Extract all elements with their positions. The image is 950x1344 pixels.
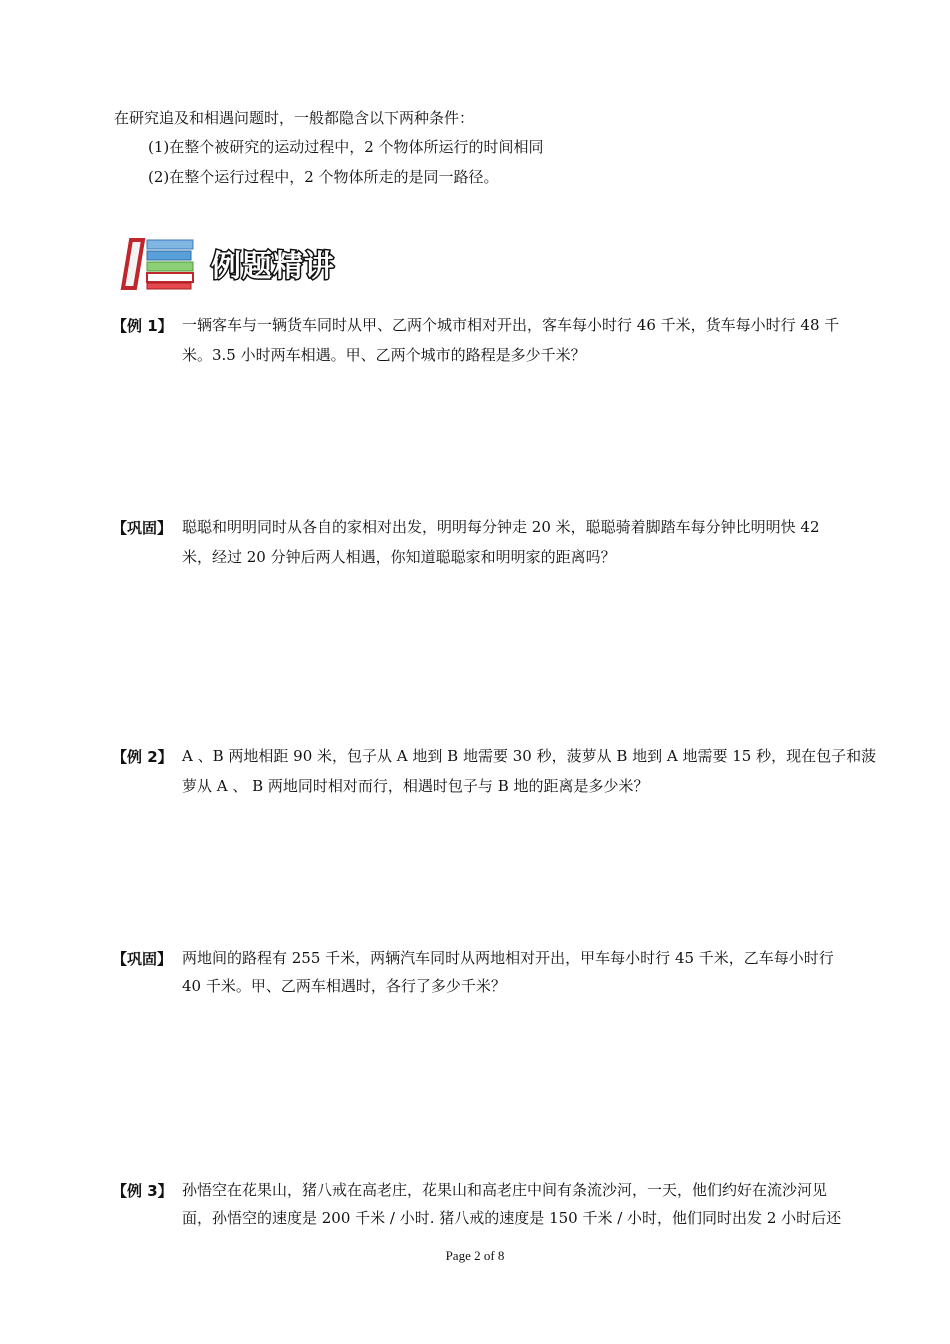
problem-text-line: A 、B 两地相距 90 米，包子从 A 地到 B 地需要 30 秒，菠萝从 B 地到 A 地需要 15 秒，现在包子和菠	[182, 747, 877, 765]
problem-label: 【例 3】	[112, 1182, 173, 1200]
condition-1: (1)在整个被研究的运动过程中，2 个物体所运行的时间相同	[148, 138, 544, 156]
problem-text-line: 米。3.5 小时两车相遇。甲、乙两个城市的路程是多少千米？	[182, 346, 586, 364]
problem-text-line: 米，经过 20 分钟后两人相遇，你知道聪聪家和明明家的距离吗？	[182, 548, 616, 566]
problem-text-line: 萝从 A 、 B 两地同时相对而行，相遇时包子与 B 地的距离是多少米？	[182, 777, 649, 795]
problem-text-line: 面，孙悟空的速度是 200 千米 / 小时. 猪八戒的速度是 150 千米 / 小时，他们同时出发 2 小时后还	[182, 1209, 842, 1227]
problem-text-line: 聪聪和明明同时从各自的家相对出发，明明每分钟走 20 米，聪聪骑着脚踏车每分钟比明明快 42	[182, 518, 820, 536]
condition-2: (2)在整个运行过程中，2 个物体所走的是同一路径。	[148, 168, 499, 186]
problem-text-line: 两地间的路程有 255 千米，两辆汽车同时从两地相对开出，甲车每小时行 45 千米，乙车每小时行	[182, 949, 834, 967]
problem-label: 【例 2】	[112, 748, 173, 766]
section-title: 例题精讲	[211, 249, 335, 284]
practice-label: 【巩固】	[112, 950, 173, 968]
practice-label: 【巩固】	[112, 519, 173, 537]
problem-text-line: 一辆客车与一辆货车同时从甲、乙两个城市相对开出，客车每小时行 46 千米，货车每小时行 48 千	[182, 316, 840, 334]
books-icon	[123, 238, 193, 289]
problem-label: 【例 1】	[112, 317, 173, 335]
problem-text-line: 孙悟空在花果山，猪八戒在高老庄，花果山和高老庄中间有条流沙河，一天，他们约好在流沙河见	[182, 1181, 828, 1199]
page-number: Page 2 of 8	[445, 1248, 505, 1263]
intro-text: 在研究追及和相遇问题时，一般都隐含以下两种条件：	[114, 109, 475, 127]
section-banner	[117, 232, 357, 294]
problem-text-line: 40 千米。甲、乙两车相遇时，各行了多少千米？	[182, 977, 506, 995]
